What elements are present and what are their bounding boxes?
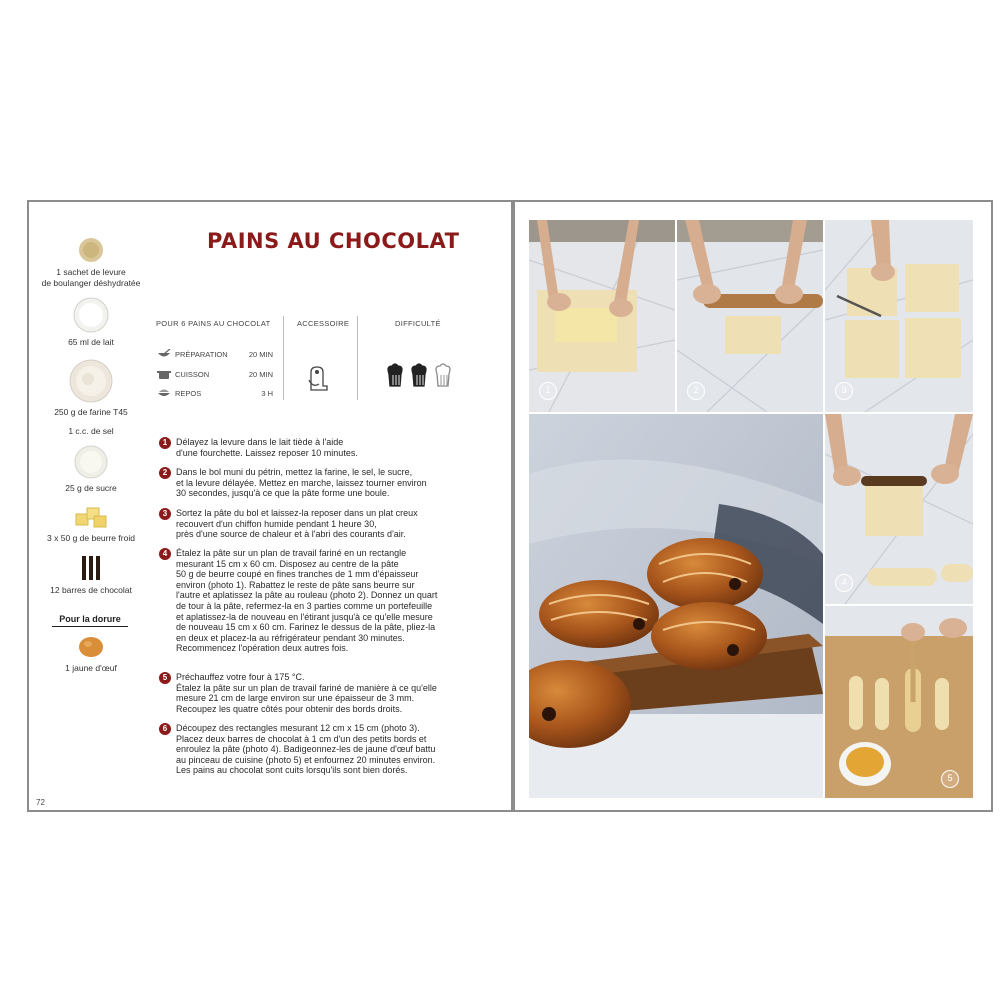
time-value: 20 MIN [248,370,273,379]
photo-badge: 4 [835,574,853,592]
ingredient-egg-yolk [31,634,151,674]
step-3 [159,508,489,540]
step-text: Sortez la pâte du bol et laissez-la reposer dans un plat creux recouvert d'un chiffon humide pendant 1 heure 30, près d'une source de chaleur et à l'abri des courants d'air. [176,508,418,540]
recipe-title: PAINS AU CHOCOLAT [207,229,460,253]
ingredient-label: 1 jaune d'œuf [65,663,117,673]
ingredient-yeast [31,236,151,289]
step-number: 5 [159,672,171,684]
step-number: 1 [159,437,171,449]
divider [357,316,358,400]
step-text: Dans le bol muni du pétrin, mettez la farine, le sel, le sucre, et la levure délayée. Mettez en marche, laissez tourner environ 30 secondes, jusqu'à ce que la pâte forme une boule. [176,467,427,499]
ingredient-chocolate [31,554,151,596]
step-photo-5 [825,606,973,798]
time-value: 20 MIN [248,350,273,359]
photo-badge: 3 [835,382,853,400]
chocolate-bars-icon [79,554,103,582]
ingredient-label: 12 barres de chocolat [50,585,132,595]
ingredient-label: 1 c.c. de sel [68,426,114,436]
ingredient-butter [31,502,151,544]
time-label: CUISSON [175,370,210,379]
ingredient-label: 250 g de farine T45 [54,407,128,417]
step-text: Préchauffez votre four à 175 °C. Étalez la pâte sur un plan de travail fariné de manière à ce qu'elle mesure 21 cm de large environ sur une épaisseur de 3 mm. Recoupez les quatre côtés pour obtenir des bords droits. [176,672,437,714]
time-value: 3 H [261,389,273,398]
dorure-heading: Pour la dorure [52,614,128,627]
ingredient-milk [31,296,151,348]
step-5 [159,672,489,714]
step-photo-3 [825,220,973,412]
ingredient-label: 65 ml de lait [68,337,114,347]
ingredient-label: 25 g de sucre [65,483,117,493]
photo-badge: 1 [539,382,557,400]
accessory-heading: ACCESSOIRE [297,319,350,328]
cooking-pot-icon [157,369,171,379]
left-page [29,202,511,810]
chef-hat-icon [412,364,426,386]
time-label: PRÉPARATION [175,350,228,359]
step-2 [159,467,489,499]
time-label: REPOS [175,389,202,398]
step-1 [159,437,489,458]
flour-bowl-icon [68,358,114,404]
step-photo-1 [529,220,675,412]
whisk-bowl-icon [157,349,171,359]
photo-badge: 2 [687,382,705,400]
covered-bowl-icon [157,388,171,398]
step-text: Délayez la levure dans le lait tiède à l'aide d'une fourchette. Laissez reposer 10 minutes. [176,437,358,458]
difficulty-heading: DIFFICULTÉ [395,319,441,328]
chef-hat-icon [388,364,402,386]
hero-photo-pains-au-chocolat [529,414,823,798]
page-number: 72 [36,798,45,807]
divider [283,316,284,400]
right-page [515,202,991,810]
step-photo-2 [677,220,823,412]
step-text: Découpez des rectangles mesurant 12 cm x 15 cm (photo 3). Placez deux barres de chocolat à 1 cm d'un des petits bords et enroulez la pâte (photo 4). Badigeonnez-les de jaune d'œuf battu au pinceau de cuisine (photo 5) et enfournez 20 minutes environ. Les pains au chocolat sont cuits lorsqu'ils sont bien dorés. [176,723,436,776]
step-number: 6 [159,723,171,735]
chef-hat-icon [436,364,450,386]
sugar-bowl-icon [73,444,109,480]
ingredient-label: 3 x 50 g de beurre froid [47,533,135,543]
ingredient-salt [31,426,151,437]
stand-mixer-icon [305,364,333,394]
difficulty-rating [384,362,454,392]
step-number: 3 [159,508,171,520]
book-spread [27,200,993,812]
step-number: 2 [159,467,171,479]
egg-icon [76,634,106,660]
step-text: Étalez la pâte sur un plan de travail fariné en un rectangle mesurant 15 cm x 60 cm. Disposez au centre de la pâte 50 g de beurre coupé en fines tranches de 1 mm d'épaisseur environ (photo 1). Rabattez le reste de pâte sans beurre sur l'autre et aplatissez la pâte au rouleau (photo 2). Donnez un quart de tour à la pâte, refermez-la en 3 parties comme un portefeuille et aplatissez-la de nouveau en l'étirant jusqu'à ce qu'elle mesure de nouveau 15 cm x 60 cm. Farinez le dessus de la pâte, pliez-la en deux et placez-la au réfrigérateur pendant 30 minutes. Recommencez l'opération deux autres fois. [176,548,438,654]
photo-badge: 5 [941,770,959,788]
butter-cubes-icon [72,502,110,530]
step-4 [159,548,489,654]
milk-bowl-icon [72,296,110,334]
yeast-packet-icon [77,236,105,264]
ingredient-sugar [31,444,151,494]
step-number: 4 [159,548,171,560]
ingredient-flour [31,358,151,418]
yield-heading: POUR 6 PAINS AU CHOCOLAT [156,319,271,328]
step-photo-4 [825,414,973,604]
ingredient-label: 1 sachet de levure de boulanger déshydratée [41,267,141,288]
step-6 [159,723,489,776]
photo-image [529,414,823,798]
